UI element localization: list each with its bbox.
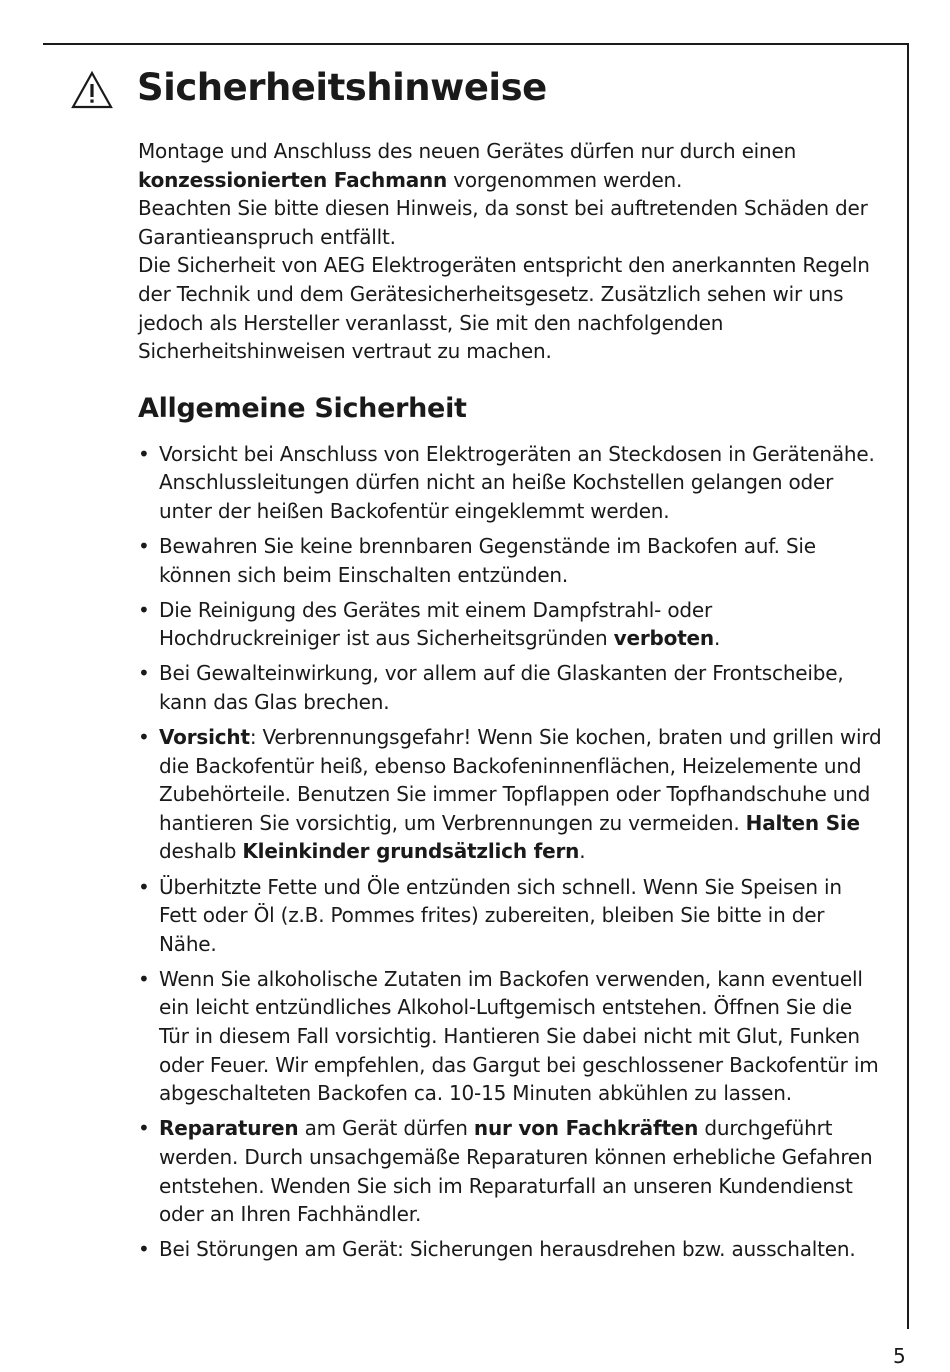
bullet-icon: •: [138, 441, 150, 466]
bold-text-run: Halten Sie: [745, 810, 860, 835]
bold-text-run: Reparaturen: [159, 1116, 299, 1141]
bullet-icon: •: [138, 597, 150, 622]
text-run: Beachten Sie bitte diesen Hinweis, da sonst bei auftretenden Schäden der Garantieanspruch entfällt.: [138, 196, 868, 249]
text-run: Vorsicht bei Anschluss von Elektrogeräten an Steckdosen in Gerätenähe. Anschlussleitungen dürfen nicht an heiße Kochstellen gelangen oder unter der heißen Backofentür eingeklemmt werden.: [159, 441, 875, 523]
intro-text: [138, 137, 884, 366]
text-run: Die Reinigung des Gerätes mit einem Dampfstrahl- oder Hochdruckreiniger ist aus Sicherheitsgründen: [159, 597, 712, 651]
text-run: .: [579, 839, 586, 864]
text-run: vorgenommen werden.: [447, 167, 683, 192]
list-item: [138, 1114, 884, 1228]
bullet-icon: •: [138, 1116, 150, 1141]
text-run: .: [713, 626, 721, 651]
text-run: deshalb: [159, 839, 243, 864]
intro-paragraph: [138, 137, 884, 194]
page-title: Sicherheitshinweise: [137, 66, 547, 109]
bold-text-run: Kleinkinder grundsätzlich fern: [242, 839, 580, 864]
text-run: Bei Störungen am Gerät: Sicherungen herausdrehen bzw. ausschalten.: [159, 1237, 856, 1262]
text-run: Wenn Sie alkoholische Zutaten im Backofen verwenden, kann eventuell ein leicht entzündliches Alkohol-Luftgemisch entstehen. Öffnen Sie die Tür in diesem Fall vorsichtig. Hantieren Sie dabei nicht mit Glut, Funken oder Feuer. Wir empfehlen, das Gargut bei geschlossener Backofentür im abgeschalteten Backofen ca. 10-15 Minuten abkühlen zu lassen.: [159, 966, 879, 1106]
bullet-icon: •: [138, 966, 150, 991]
list-item: [138, 659, 884, 716]
bullet-icon: •: [138, 874, 150, 899]
list-item: [138, 1235, 884, 1264]
right-rule: [907, 43, 909, 1329]
text-run: Montage und Anschluss des neuen Gerätes dürfen nur durch einen: [138, 139, 797, 163]
main-content: [138, 137, 884, 1270]
bullet-icon: •: [138, 534, 150, 559]
text-run: Überhitzte Fette und Öle entzünden sich schnell. Wenn Sie Speisen in Fett oder Öl (z.B. Pommes frites) zubereiten, bleiben Sie bitte in der Nähe.: [159, 874, 842, 956]
list-item: [138, 723, 884, 866]
bold-text-run: nur von Fachkräften: [473, 1116, 699, 1141]
text-run: Bewahren Sie keine brennbaren Gegenstände im Backofen auf. Sie können sich beim Einschalten entzünden.: [159, 534, 816, 587]
bold-text-run: konzessionierten Fachmann: [138, 167, 448, 192]
section-heading: Allgemeine Sicherheit: [138, 392, 467, 424]
bold-text-run: Vorsicht: [159, 725, 250, 750]
top-rule: [43, 43, 909, 45]
list-item: [138, 873, 884, 959]
list-item: [138, 440, 884, 526]
bullet-icon: •: [138, 661, 150, 686]
list-item: [138, 596, 884, 653]
bullet-icon: •: [138, 725, 150, 750]
text-run: durchgeführt werden. Durch unsachgemäße Reparaturen können erhebliche Gefahren entstehen. Wenden Sie sich im Reparaturfall an unseren Kundendienst oder an Ihren Fachhändler.: [159, 1116, 873, 1227]
text-run: : Verbrennungsgefahr! Wenn Sie kochen, braten und grillen wird die Backofentür heiß, ebenso Backofeninnenflächen, Heizelemente und Zubehörteile. Benutzen Sie immer Topflappen oder Topfhandschuhe und hantieren Sie vorsichtig, um Verbrennungen zu vermeiden.: [159, 725, 882, 835]
bold-text-run: verboten: [613, 626, 714, 651]
warning-triangle-icon: [70, 70, 114, 110]
text-run: am Gerät dürfen: [298, 1116, 474, 1141]
text-run: Bei Gewalteinwirkung, vor allem auf die Glaskanten der Frontscheibe, kann das Glas brechen.: [159, 661, 844, 714]
safety-list: [138, 440, 884, 1264]
bullet-icon: •: [138, 1237, 150, 1262]
list-item: [138, 965, 884, 1108]
text-run: Die Sicherheit von AEG Elektrogeräten entspricht den anerkannten Regeln der Technik und dem Gerätesicherheitsgesetz. Zusätzlich sehen wir uns jedoch als Hersteller veranlasst, Sie mit den nachfolgenden Sicherheitshinweisen vertraut zu machen.: [138, 253, 870, 364]
intro-paragraph: [138, 194, 884, 251]
list-item: [138, 532, 884, 589]
intro-paragraph: [138, 251, 884, 365]
page-number: 5: [893, 1344, 906, 1368]
